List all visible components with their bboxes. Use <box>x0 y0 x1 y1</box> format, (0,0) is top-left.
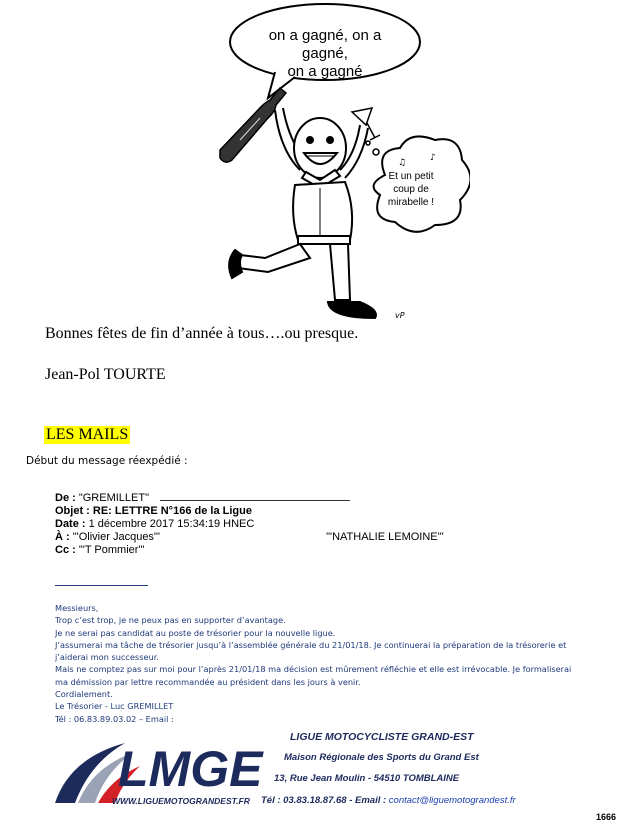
mail-cc-row <box>55 544 595 557</box>
cc-label: Cc : <box>55 544 76 556</box>
body-line: j’aiderai mon successeur. <box>55 652 159 663</box>
speech-bubble-text <box>245 27 405 81</box>
mail-to-row <box>55 531 595 544</box>
forward-note: Début du message réexpédié : <box>26 455 188 467</box>
celebrating-man <box>229 108 376 318</box>
body-line: Tél : 06.83.89.03.02 – Email : <box>55 713 174 724</box>
org-name: LIGUE MOTOCYCLISTE GRAND-EST <box>290 731 474 743</box>
org-tel: Tél : 03.83.18.87.68 - Email : <box>261 795 387 806</box>
mail-subject-row <box>55 505 595 518</box>
signature-divider <box>55 585 148 586</box>
to-label: À : <box>55 531 70 543</box>
thought-line-2: coup de <box>393 184 429 195</box>
speech-line-2: on a gagné <box>287 63 363 80</box>
body-line: Le Trésorier - Luc GREMILLET <box>55 701 174 712</box>
to-value-2: "'NATHALIE LEMOINE'" <box>326 531 444 543</box>
artist-signature: vP <box>395 311 405 320</box>
bottle-icon <box>220 88 286 162</box>
thought-bubble-text <box>381 170 441 209</box>
mail-header <box>55 492 595 557</box>
to-value-1: "'Olivier Jacques'" <box>72 531 160 543</box>
mail-date-row <box>55 518 595 531</box>
author-name: Jean-Pol TOURTE <box>45 366 166 383</box>
subject-label: Objet : <box>55 505 90 517</box>
body-line: J’assumerai ma tâche de trésorier jusqu’à l’assemblée générale du 21/01/18. Je continuerai la préparation de la trésorerie et <box>55 639 567 650</box>
body-line: Trop c’est trop, je ne peux pas en supporter d’avantage. <box>55 615 286 626</box>
date-label: Date : <box>55 518 86 530</box>
thought-line-3: mirabelle ! <box>387 197 435 208</box>
body-line: Cordialement. <box>55 689 113 700</box>
redacted-email <box>160 500 350 501</box>
thought-line-1: Et un petit <box>388 171 434 182</box>
org-contact <box>261 795 516 806</box>
page-number: 1666 <box>596 812 617 822</box>
mail-from-row <box>55 492 595 505</box>
date-value: 1 décembre 2017 15:34:19 HNEC <box>88 518 255 530</box>
greeting-text: Bonnes fêtes de fin d’année à tous….ou presque. <box>45 325 359 342</box>
mail-body <box>55 602 615 725</box>
org-email-link[interactable]: contact@liguemotograndest.fr <box>388 795 516 806</box>
section-title: LES MAILS <box>46 426 129 443</box>
subject-value: RE: LETTRE N°166 de la Ligue <box>92 505 252 517</box>
speech-line-1: on a gagné, on a gagné, <box>268 27 382 62</box>
website-text: WWW.LIGUEMOTOGRANDEST.FR <box>112 796 250 806</box>
svg-text:♪: ♪ <box>430 153 436 163</box>
body-line: Messieurs, <box>55 603 99 613</box>
body-line: Je ne serai pas candidat au poste de trésorier pour la nouvelle ligue. <box>55 627 336 638</box>
body-line: Mais ne comptez pas sur moi pour l’après 21/01/18 ma décision est mûrement réfléchie et elle est irrévocable. Je formaliserai <box>55 664 572 675</box>
from-label: De : <box>55 492 76 504</box>
svg-text:♫: ♫ <box>398 158 407 168</box>
logo-text: LMGE <box>118 741 263 797</box>
org-address: 13, Rue Jean Moulin - 54510 TOMBLAINE <box>274 773 460 784</box>
cc-value: "'T Pommier'" <box>78 544 145 556</box>
from-value: "GREMILLET" <box>78 492 150 504</box>
body-line: ma démission par lettre recommandée au président dans les jours à venir. <box>55 676 361 687</box>
org-house: Maison Régionale des Sports du Grand Est <box>284 752 479 763</box>
